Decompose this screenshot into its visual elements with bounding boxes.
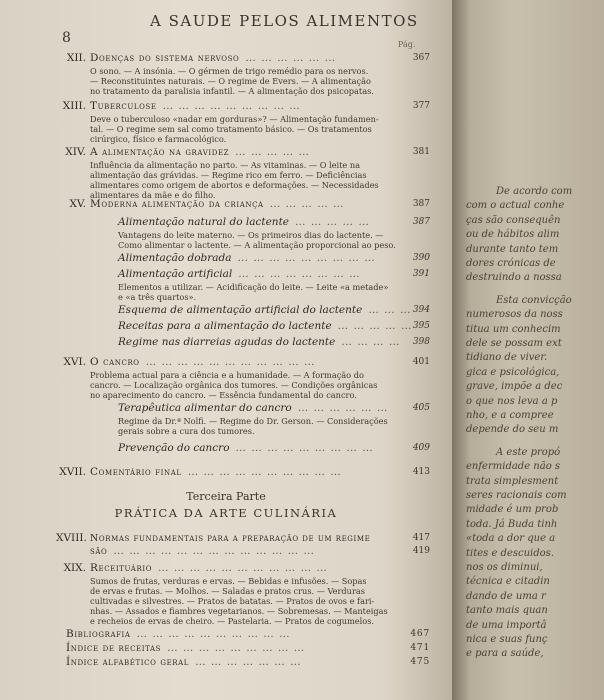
right-page-text-line: ou de hábitos alim bbox=[466, 229, 560, 241]
page-ref: 387 bbox=[412, 199, 430, 209]
running-header: A SAUDE PELOS ALIMENTOS bbox=[150, 12, 419, 30]
chapter-title: Receituário bbox=[90, 562, 153, 574]
subentry-title: Prevenção do cancro bbox=[118, 442, 230, 454]
chapter-number: XIII. bbox=[62, 100, 86, 112]
right-page-text-line: com o actual conhe bbox=[466, 200, 565, 212]
right-page-text-line: dando de uma r bbox=[466, 590, 546, 602]
subentry-xv-5: Receitas para a alimentação do lactente … … … … … 395 bbox=[118, 320, 430, 332]
page-ref: 394 bbox=[412, 305, 430, 315]
chapter-title: Normas fundamentais para a preparação de um regime bbox=[90, 533, 371, 544]
chapter-number: XIX. bbox=[63, 562, 86, 574]
right-page-text-line: midade é um prob bbox=[466, 504, 559, 516]
chapter-title: Tuberculose bbox=[90, 100, 157, 112]
section-title: Índice alfabético geral bbox=[66, 656, 190, 668]
chapter-summary: Sumos de frutas, verduras e ervas. — Bebidas e infusões. — Sopas de ervas e frutas. — Molhos. — Saladas e pratos crus. — Verduras cultivadas e silvestres. — Pratos de batatas. — Pratos de ovos e fari- nhas. — Assados e fiambres vegetarianos. — Sobremesas. — Manteigas e recheios de ervas de cheiro. — Pastelaria. — Pratos de cogumelos. bbox=[90, 576, 388, 626]
toc-entry-xvii: XVII. Comentário final … … … … … … … … … … 413 bbox=[90, 466, 430, 479]
right-page-text-line: depende do seu m bbox=[466, 424, 559, 436]
subentry-title: Terapêutica alimentar do cancro bbox=[118, 402, 292, 414]
chapter-title: Moderna alimentação da criança bbox=[90, 198, 264, 210]
chapter-number: XII. bbox=[66, 52, 86, 64]
right-page-text-line: trata simplesment bbox=[466, 475, 559, 487]
subentry-xv-6: Regime nas diarreias agudas do lactente … … … … 398 bbox=[118, 336, 430, 348]
toc-indice-receitas: Índice de receitas … … … … … … … … … 471 bbox=[66, 642, 430, 654]
right-page-text-line: nho, e a compree bbox=[466, 410, 554, 421]
chapter-summary: Problema actual para a ciência e a humanidade. — A formação do cancro. — Localização orgânica dos tumores. — Condições orgânicas no aparecimento do cancro. — Essência fundamental do cancro. bbox=[90, 370, 378, 400]
part-title: PRÁTICA DA ARTE CULINÁRIA bbox=[114, 506, 338, 520]
chapter-number: XV. bbox=[69, 198, 86, 210]
page-ref: 401 bbox=[412, 357, 430, 367]
section-title: Bibliografia bbox=[66, 628, 131, 640]
right-page-text-line: grave, impõe a dec bbox=[466, 381, 563, 393]
page-ref: 475 bbox=[410, 657, 430, 667]
subentry-xv-3: Alimentação artificial … … … … … … … … 391 Elementos a utilizar. — Acidificação do leite. — Leite «a metade» e «a três quartos». bbox=[118, 268, 430, 302]
right-page-text-line: titua um conhecim bbox=[466, 323, 561, 335]
pag-column-label: Pág. bbox=[398, 40, 416, 49]
chapter-summary: Deve o tuberculoso «nadar em gorduras»? — Alimentação fundamen- tal. — O regime sem sal como tratamento básico. — Os tratamentos cirúrgico, físico e farmacológico. bbox=[90, 114, 379, 144]
subentry-xv-2: Alimentação dobrada … … … … … … … … … 390 bbox=[118, 252, 430, 264]
page-ref: 409 bbox=[412, 443, 430, 453]
right-page-text-line: nica e suas funç bbox=[466, 634, 548, 645]
subentry-xvi-2: Prevenção do cancro … … … … … … … … … 409 bbox=[118, 442, 430, 454]
right-page-text-line: técnica e citadin bbox=[466, 576, 550, 588]
toc-entry-xii: XII. Doenças do sistema nervoso … … … … … … 367 O sono. — A insónia. — O gérmen de trigo remédio para os nervos. — Reconstituintes naturais. — O regime de Evers. — A alimentação no tratamento da paralisia infantil. — A alimentação dos psicopatas. bbox=[90, 52, 430, 96]
page-ref: 398 bbox=[412, 337, 430, 347]
subentry-xv-1: Alimentação natural do lactente … … … … … 387 Vantagens do leite materno. — Os primeiros dias do lactente. — Como alimentar o lactente. — A alimentação proporcional ao peso. bbox=[118, 216, 430, 250]
chapter-title: Doenças do sistema nervoso bbox=[90, 52, 240, 64]
chapter-summary: Influência da alimentação no parto. — As vitaminas. — O leite na alimentação das grávidas. — Regime rico em ferro. — Deficiências alimentares como origem de abortos e deformações. — Necessidades alimentares da mãe e do filho. bbox=[90, 160, 379, 200]
right-page-text-line: o que nos leva a p bbox=[466, 395, 558, 407]
toc-entry-xix: XIX. Receituário … … … … … … … … … … … Sumos de frutas, verduras e ervas. — Bebidas e infusões. — Sopas de ervas e frutas. — Molhos. — Saladas e pratos crus. — Verduras cultivadas e silvestres. — Pratos de batatas. — Pratos de ovos e fari- nhas. — Assados e fiambres vegetarianos. — Sobremesas. — Manteigas e recheios de ervas de cheiro. — Pastelaria. — Pratos de cogumelos. bbox=[90, 562, 430, 626]
right-page-text-line: seres racionais com bbox=[466, 490, 567, 501]
right-page-text-line: e para a saúde, bbox=[466, 648, 544, 660]
right-page-text-line: durante tanto tem bbox=[466, 243, 559, 255]
toc-entry-xiv: XIV. A alimentação na gravidez … … … … … 381 Influência da alimentação no parto. — As vitaminas. — O leite na alimentação das grávidas. — Regime rico em ferro. — Deficiências alimentares como origem de abortos e deformações. — Necessidades alimentares da mãe e do filho. bbox=[90, 146, 430, 200]
page-ref: 419 bbox=[412, 546, 430, 556]
chapter-number: XVIII. bbox=[56, 532, 87, 544]
right-page-text-line: dele se possam ext bbox=[466, 338, 562, 349]
toc-entry-xviii: XVIII. Normas fundamentais para a preparação de um regime 417 são … … … … … … … … … … … … … 419 bbox=[56, 532, 430, 557]
right-page-text-line: dores crónicas de bbox=[466, 258, 556, 269]
section-title: Índice de receitas bbox=[66, 642, 162, 654]
toc-bibliografia: Bibliografia … … … … … … … … … … 467 bbox=[66, 628, 430, 640]
page-ref: 367 bbox=[412, 53, 430, 63]
toc-entry-xiii: XIII. Tuberculose … … … … … … … … … 377 Deve o tuberculoso «nadar em gorduras»? — Alimentação fundamen- tal. — O regime sem sal como tratamento básico. — Os tratamentos cirúrgico, físico e farmacológico. bbox=[90, 100, 430, 144]
right-page-text-line: «toda a dor que a bbox=[466, 533, 556, 545]
chapter-summary: O sono. — A insónia. — O gérmen de trigo remédio para os nervos. — Reconstituintes naturais. — O regime de Evers. — A alimentação no tratamento da paralisia infantil. — A alimentação dos psicopatas. bbox=[90, 66, 374, 96]
chapter-title: A alimentação na gravidez bbox=[90, 146, 230, 158]
right-page-text-line: tites e descuidos. bbox=[466, 547, 554, 559]
subentry-title: Regime nas diarreias agudas do lactente bbox=[118, 336, 336, 348]
chapter-number: XVII. bbox=[59, 466, 86, 478]
right-page-text-line: A este propó bbox=[496, 446, 561, 458]
page-ref: 390 bbox=[412, 253, 430, 263]
page-number: 8 bbox=[62, 30, 71, 46]
subentry-summary: Vantagens do leite materno. — Os primeiros dias do lactente. — Como alimentar o lactente. — A alimentação proporcional ao peso. bbox=[118, 230, 396, 250]
right-page-text-line: tidiano de viver. bbox=[466, 352, 548, 364]
page-ref: 413 bbox=[412, 467, 430, 477]
right-page-text-line: gica e psicológica, bbox=[466, 366, 560, 378]
chapter-number: XIV. bbox=[65, 146, 86, 158]
part-label: Terceira Parte bbox=[186, 490, 266, 503]
right-page-text-line: destruindo a nossa bbox=[466, 272, 562, 284]
subentry-xvi-1: Terapêutica alimentar do cancro … … … … … … 405 Regime da Dr.ª Nolfi. — Regime do Dr. Gerson. — Considerações gerais sobre a cura dos tumores. bbox=[118, 402, 430, 436]
page-ref: 471 bbox=[410, 643, 430, 653]
toc-entry-xvi: XVI. O cancro … … … … … … … … … … … 401 Problema actual para a ciência e a humanidade. — A formação do cancro. — Localização orgânica dos tumores. — Condições orgânicas no aparecimento do cancro. — Essência fundamental do cancro. bbox=[90, 356, 430, 400]
chapter-title: O cancro bbox=[90, 356, 140, 368]
page-ref: 387 bbox=[412, 217, 430, 227]
toc-entry-xv: XV. Moderna alimentação da criança … … … … … 387 bbox=[90, 198, 430, 211]
book-page-right bbox=[452, 0, 604, 700]
right-page-text-line: toda. Já Buda tinh bbox=[466, 518, 558, 530]
subentry-title: Alimentação dobrada bbox=[118, 252, 232, 264]
subentry-title: Esquema de alimentação artificial do lactente bbox=[118, 304, 363, 316]
page-ref: 405 bbox=[412, 403, 430, 413]
page-ref: 395 bbox=[412, 321, 430, 331]
right-page-text-line: tanto mais quan bbox=[466, 605, 548, 617]
page-ref: 467 bbox=[410, 629, 430, 639]
right-page-text-line: Esta convicção bbox=[496, 294, 572, 306]
page-ref: 417 bbox=[412, 533, 430, 543]
right-page-text-line: numerosos da noss bbox=[466, 309, 563, 321]
right-page-text-line: enfermidade não s bbox=[466, 461, 561, 473]
subentry-summary: Regime da Dr.ª Nolfi. — Regime do Dr. Gerson. — Considerações gerais sobre a cura dos tumores. bbox=[118, 416, 388, 436]
page-ref: 391 bbox=[412, 269, 430, 279]
chapter-title: Comentário final bbox=[90, 466, 182, 478]
toc-indice-alfabetico: Índice alfabético geral … … … … … … … 475 bbox=[66, 656, 430, 668]
right-page-text-line: de uma importâ bbox=[466, 619, 547, 631]
right-page-text-line: nos os diminui, bbox=[466, 562, 543, 573]
subentry-summary: Elementos a utilizar. — Acidificação do leite. — Leite «a metade» e «a três quartos». bbox=[118, 282, 389, 302]
right-page-text-line: De acordo com bbox=[496, 186, 573, 197]
subentry-title: Receitas para a alimentação do lactente bbox=[118, 320, 332, 332]
subentry-title: Alimentação artificial bbox=[118, 268, 233, 280]
subentry-title: Alimentação natural do lactente bbox=[118, 216, 289, 228]
page-ref: 381 bbox=[412, 147, 430, 157]
subentry-xv-4: Esquema de alimentação artificial do lactente … … … 394 bbox=[118, 304, 430, 316]
page-ref: 377 bbox=[412, 101, 430, 111]
right-page-text-line: ças são consequên bbox=[466, 214, 561, 226]
chapter-title-continued: são bbox=[90, 545, 108, 557]
chapter-number: XVI. bbox=[63, 356, 86, 368]
